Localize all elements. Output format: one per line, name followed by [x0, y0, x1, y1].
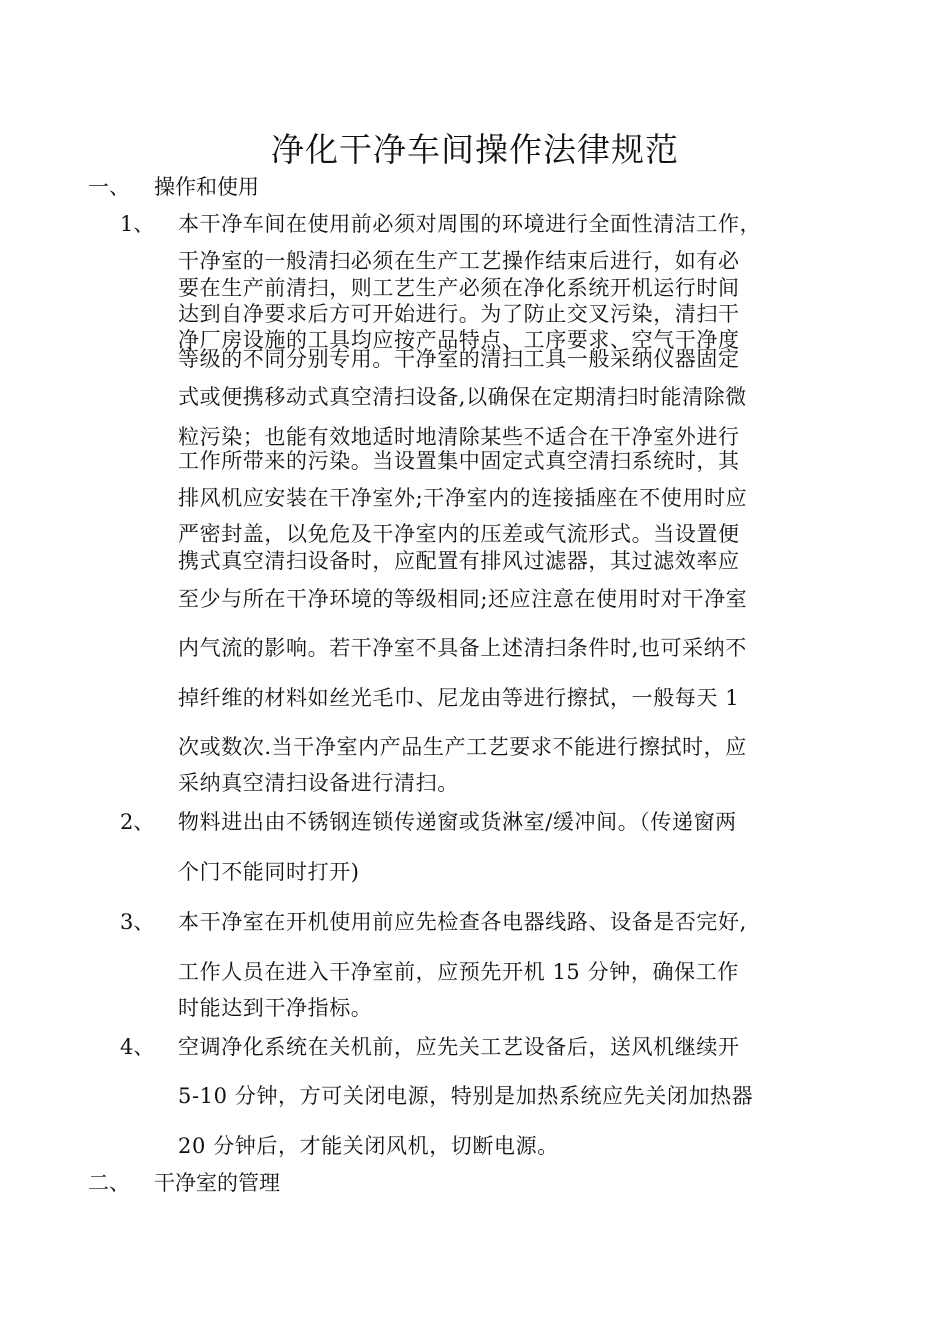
- paragraph-line: 空调净化系统在关机前，应先关工艺设备后，送风机继续开: [178, 1035, 740, 1059]
- paragraph-line: 达到自净要求后方可开始进行。为了防止交叉污染，清扫干: [178, 302, 740, 326]
- paragraph-line: 排风机应安装在干净室外;干净室内的连接插座在不使用时应: [178, 486, 748, 510]
- paragraph-line: 内气流的影响。若干净室不具备上述清扫条件时,也可采纳不: [178, 636, 747, 660]
- item-number: 4、: [120, 1035, 155, 1059]
- paragraph-line: 要在生产前清扫，则工艺生产必须在净化系统开机运行时间: [178, 276, 740, 300]
- paragraph-line: 严密封盖，以免危及干净室内的压差或气流形式。当设置便: [178, 522, 740, 546]
- paragraph-line: 次或数次.当干净室内产品生产工艺要求不能进行擦拭时，应: [178, 735, 747, 759]
- section-number: 一、: [88, 175, 130, 199]
- paragraph-line: 干净室的一般清扫必须在生产工艺操作结束后进行，如有必: [178, 249, 740, 273]
- item-number: 3、: [120, 910, 155, 934]
- section-heading: [88, 172, 259, 202]
- paragraph-line: 至少与所在干净环境的等级相同;还应注意在使用时对干净室: [178, 587, 748, 611]
- paragraph-line: 采纳真空清扫设备进行清扫。: [178, 771, 459, 795]
- paragraph-line: 式或便携移动式真空清扫设备,以确保在定期清扫时能清除微: [178, 385, 747, 409]
- paragraph-line: 本干净室在开机使用前应先检查各电器线路、设备是否完好,: [178, 910, 747, 934]
- paragraph-line: 20 分钟后，才能关闭风机，切断电源。: [178, 1134, 559, 1158]
- item-number: 1、: [120, 212, 155, 236]
- paragraph-line: 粒污染；也能有效地适时地清除某些不适合在干净室外进行: [178, 425, 740, 449]
- paragraph-line: 工作所带来的污染。当设置集中固定式真空清扫系统时，其: [178, 449, 740, 473]
- paragraph-line: 掉纤维的材料如丝光毛巾、尼龙由等进行擦拭，一般每天 1: [178, 686, 740, 710]
- paragraph-line: 本干净车间在使用前必须对周围的环境进行全面性清洁工作，: [178, 212, 762, 236]
- paragraph-line: 时能达到干净指标。: [178, 996, 373, 1020]
- section-title: 干净室的管理: [154, 1171, 280, 1195]
- section-heading: [88, 1168, 280, 1198]
- paragraph-line: 物料进出由不锈钢连锁传递窗或货淋室/缓冲间。（传递窗两: [178, 810, 737, 834]
- section-title: 操作和使用: [154, 175, 259, 199]
- paragraph-line: 净厂房设施的工具均应按产品特点、工序要求、空气干净度: [178, 328, 740, 352]
- paragraph-line: 个门不能同时打开): [178, 860, 360, 884]
- paragraph-line: 携式真空清扫设备时，应配置有排风过滤器，其过滤效率应: [178, 549, 740, 573]
- item-number: 2、: [120, 810, 155, 834]
- section-number: 二、: [88, 1171, 130, 1195]
- paragraph-line: 5-10 分钟，方可关闭电源，特别是加热系统应先关闭加热器: [178, 1084, 754, 1108]
- document-title: 净化干净车间操作法律规范: [271, 130, 679, 169]
- paragraph-line: 工作人员在进入干净室前，应预先开机 15 分钟，确保工作: [178, 960, 739, 984]
- paragraph-line: 等级的不同分别专用。干净室的清扫工具一般采纳仪器固定: [178, 347, 740, 371]
